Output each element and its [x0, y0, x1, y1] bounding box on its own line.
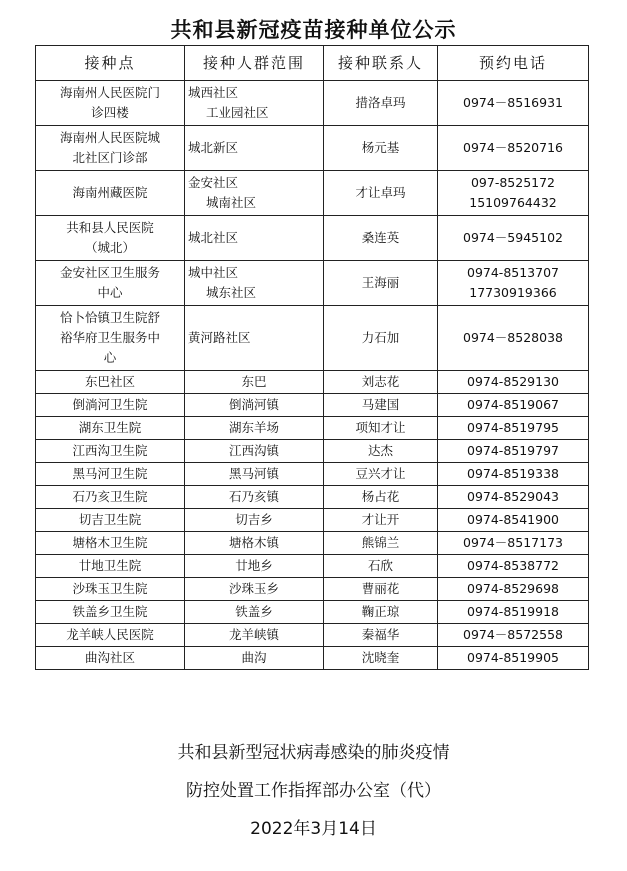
phone-number: 0974-8519797 [467, 443, 559, 458]
cell-site [36, 126, 185, 171]
table-row [36, 81, 589, 126]
group-line: 沙珠玉乡 [228, 581, 279, 596]
group-line: 黑马河镇 [228, 466, 279, 481]
cell-groups [185, 371, 324, 394]
table-row [36, 126, 589, 171]
cell-phone [438, 509, 589, 532]
cell-groups [185, 647, 324, 670]
site-line: 共和县人民医院 [66, 220, 154, 235]
group-line: 城西社区 [188, 85, 239, 100]
group-line: 城北新区 [188, 140, 239, 155]
cell-contact: 杨占花 [324, 486, 438, 509]
cell-groups [185, 463, 324, 486]
cell-phone [438, 463, 589, 486]
cell-contact: 秦福华 [324, 624, 438, 647]
table-row [36, 171, 589, 216]
cell-site [36, 463, 185, 486]
cell-contact: 项知才让 [324, 417, 438, 440]
phone-number: 0974-8513707 [467, 265, 559, 280]
cell-site [36, 440, 185, 463]
cell-contact: 桑连英 [324, 216, 438, 261]
site-line: 心 [103, 350, 117, 365]
cell-contact: 才让开 [324, 509, 438, 532]
phone-number: 0974-8519918 [467, 604, 559, 619]
table-row [36, 624, 589, 647]
group-line: 龙羊峡镇 [228, 627, 279, 642]
cell-site [36, 578, 185, 601]
vaccination-sites-table [35, 45, 589, 670]
cell-phone [438, 578, 589, 601]
cell-contact: 熊锦兰 [324, 532, 438, 555]
cell-groups [185, 126, 324, 171]
table-row [36, 216, 589, 261]
cell-site [36, 371, 185, 394]
group-line: 切吉乡 [235, 512, 273, 527]
site-line: 龙羊峡人民医院 [66, 627, 154, 642]
cell-phone [438, 486, 589, 509]
site-line: 石乃亥卫生院 [72, 489, 148, 504]
site-line: 湖东卫生院 [78, 420, 142, 435]
site-line: 海南州藏医院 [72, 185, 148, 200]
header-contact: 接种联系人 [324, 46, 438, 81]
site-line: 江西沟卫生院 [72, 443, 148, 458]
cell-site [36, 261, 185, 306]
group-line: 黄河路社区 [188, 330, 251, 345]
cell-groups [185, 486, 324, 509]
cell-contact: 豆兴才让 [324, 463, 438, 486]
table-row [36, 509, 589, 532]
table-row [36, 394, 589, 417]
table-row [36, 306, 589, 371]
phone-number: 0974-8519795 [467, 420, 559, 435]
phone-number: 0974-8519338 [467, 466, 559, 481]
cell-contact: 曹丽花 [324, 578, 438, 601]
group-line: 东巴 [241, 374, 267, 389]
cell-contact: 鞠正琼 [324, 601, 438, 624]
page-title: 共和县新冠疫苗接种单位公示 [170, 18, 457, 42]
group-line: 曲沟 [241, 650, 267, 665]
phone-number: 15109764432 [469, 195, 557, 210]
cell-groups [185, 394, 324, 417]
cell-site [36, 81, 185, 126]
cell-phone [438, 81, 589, 126]
group-line: 城南社区 [206, 195, 257, 210]
header-phone: 预约电话 [438, 46, 589, 81]
group-line: 城中社区 [188, 265, 239, 280]
group-line: 石乃亥镇 [228, 489, 279, 504]
phone-number: 0974-8541900 [467, 512, 559, 527]
cell-contact: 石欣 [324, 555, 438, 578]
site-line: 东巴社区 [84, 374, 135, 389]
group-line: 铁盖乡 [235, 604, 273, 619]
site-line: 曲沟社区 [84, 650, 135, 665]
phone-number: 0974－8517173 [463, 535, 563, 550]
cell-phone [438, 440, 589, 463]
cell-groups [185, 171, 324, 216]
group-line: 廿地乡 [235, 558, 273, 573]
cell-site [36, 486, 185, 509]
group-line: 湖东羊场 [228, 420, 279, 435]
site-line: 诊四楼 [91, 105, 129, 120]
site-line: 海南州人民医院门 [59, 85, 160, 100]
cell-site [36, 624, 185, 647]
site-line: 金安社区卫生服务 [59, 265, 160, 280]
footer-issuer-line2: 防控处置工作指挥部办公室（代） [186, 781, 441, 801]
cell-site [36, 555, 185, 578]
footer-date: 2022年3月14日 [250, 819, 377, 839]
cell-groups [185, 601, 324, 624]
header-site: 接种点 [36, 46, 185, 81]
phone-number: 0974－8516931 [463, 95, 563, 110]
table-row [36, 371, 589, 394]
cell-groups [185, 306, 324, 371]
cell-phone [438, 532, 589, 555]
cell-phone [438, 624, 589, 647]
table-row [36, 440, 589, 463]
group-line: 工业园社区 [206, 105, 269, 120]
cell-contact: 王海丽 [324, 261, 438, 306]
phone-number: 0974-8519067 [467, 397, 559, 412]
site-line: 廿地卫生院 [78, 558, 142, 573]
phone-number: 0974-8538772 [467, 558, 559, 573]
cell-groups [185, 578, 324, 601]
cell-contact: 力石加 [324, 306, 438, 371]
phone-number: 0974-8529130 [467, 374, 559, 389]
site-line: 裕华府卫生服务中 [59, 330, 160, 345]
cell-phone [438, 171, 589, 216]
table-row [36, 261, 589, 306]
group-line: 江西沟镇 [228, 443, 279, 458]
phone-number: 17730919366 [469, 285, 557, 300]
site-line: 沙珠玉卫生院 [72, 581, 148, 596]
site-line: 恰卜恰镇卫生院舒 [59, 310, 160, 325]
cell-groups [185, 624, 324, 647]
site-line: 塘格木卫生院 [72, 535, 148, 550]
cell-site [36, 417, 185, 440]
cell-contact: 刘志花 [324, 371, 438, 394]
cell-groups [185, 216, 324, 261]
cell-contact: 马建国 [324, 394, 438, 417]
cell-phone [438, 394, 589, 417]
group-line: 金安社区 [188, 175, 239, 190]
table-row [36, 463, 589, 486]
site-line: 北社区门诊部 [72, 150, 148, 165]
cell-groups [185, 555, 324, 578]
site-line: 黑马河卫生院 [72, 466, 148, 481]
phone-number: 0974-8529698 [467, 581, 559, 596]
table-row [36, 647, 589, 670]
table-row [36, 486, 589, 509]
cell-phone [438, 601, 589, 624]
cell-groups [185, 509, 324, 532]
table-row [36, 417, 589, 440]
site-line: 铁盖乡卫生院 [72, 604, 148, 619]
cell-site [36, 509, 185, 532]
table-header-row [36, 46, 589, 81]
table-body [36, 81, 589, 670]
site-line: 海南州人民医院城 [59, 130, 160, 145]
phone-number: 0974－8520716 [463, 140, 563, 155]
cell-phone [438, 216, 589, 261]
cell-site [36, 601, 185, 624]
cell-site [36, 647, 185, 670]
cell-contact: 达杰 [324, 440, 438, 463]
cell-phone [438, 126, 589, 171]
cell-site [36, 394, 185, 417]
site-line: 倒淌河卫生院 [72, 397, 148, 412]
site-line: 切吉卫生院 [78, 512, 142, 527]
group-line: 塘格木镇 [228, 535, 279, 550]
phone-number: 0974－5945102 [463, 230, 563, 245]
table-row [36, 532, 589, 555]
phone-number: 097-8525172 [470, 175, 556, 190]
site-line: （城北） [84, 240, 135, 255]
group-line: 城北社区 [188, 230, 239, 245]
cell-groups [185, 417, 324, 440]
cell-phone [438, 306, 589, 371]
cell-site [36, 171, 185, 216]
group-line: 倒淌河镇 [228, 397, 279, 412]
cell-contact: 措洛卓玛 [324, 81, 438, 126]
site-line: 中心 [97, 285, 123, 300]
cell-contact: 才让卓玛 [324, 171, 438, 216]
cell-groups [185, 440, 324, 463]
cell-site [36, 532, 185, 555]
cell-phone [438, 371, 589, 394]
cell-phone [438, 261, 589, 306]
cell-contact: 沈晓奎 [324, 647, 438, 670]
cell-site [36, 216, 185, 261]
group-line: 城东社区 [206, 285, 257, 300]
phone-number: 0974－8572558 [463, 627, 563, 642]
phone-number: 0974-8529043 [467, 489, 559, 504]
cell-site [36, 306, 185, 371]
footer-issuer-line1: 共和县新型冠状病毒感染的肺炎疫情 [177, 743, 450, 763]
table-row [36, 578, 589, 601]
header-groups: 接种人群范围 [185, 46, 324, 81]
phone-number: 0974－8528038 [463, 330, 563, 345]
table-row [36, 555, 589, 578]
cell-phone [438, 555, 589, 578]
cell-groups [185, 261, 324, 306]
table-row [36, 601, 589, 624]
cell-contact: 杨元基 [324, 126, 438, 171]
cell-groups [185, 532, 324, 555]
cell-phone [438, 417, 589, 440]
phone-number: 0974-8519905 [467, 650, 559, 665]
cell-phone [438, 647, 589, 670]
cell-groups [185, 81, 324, 126]
